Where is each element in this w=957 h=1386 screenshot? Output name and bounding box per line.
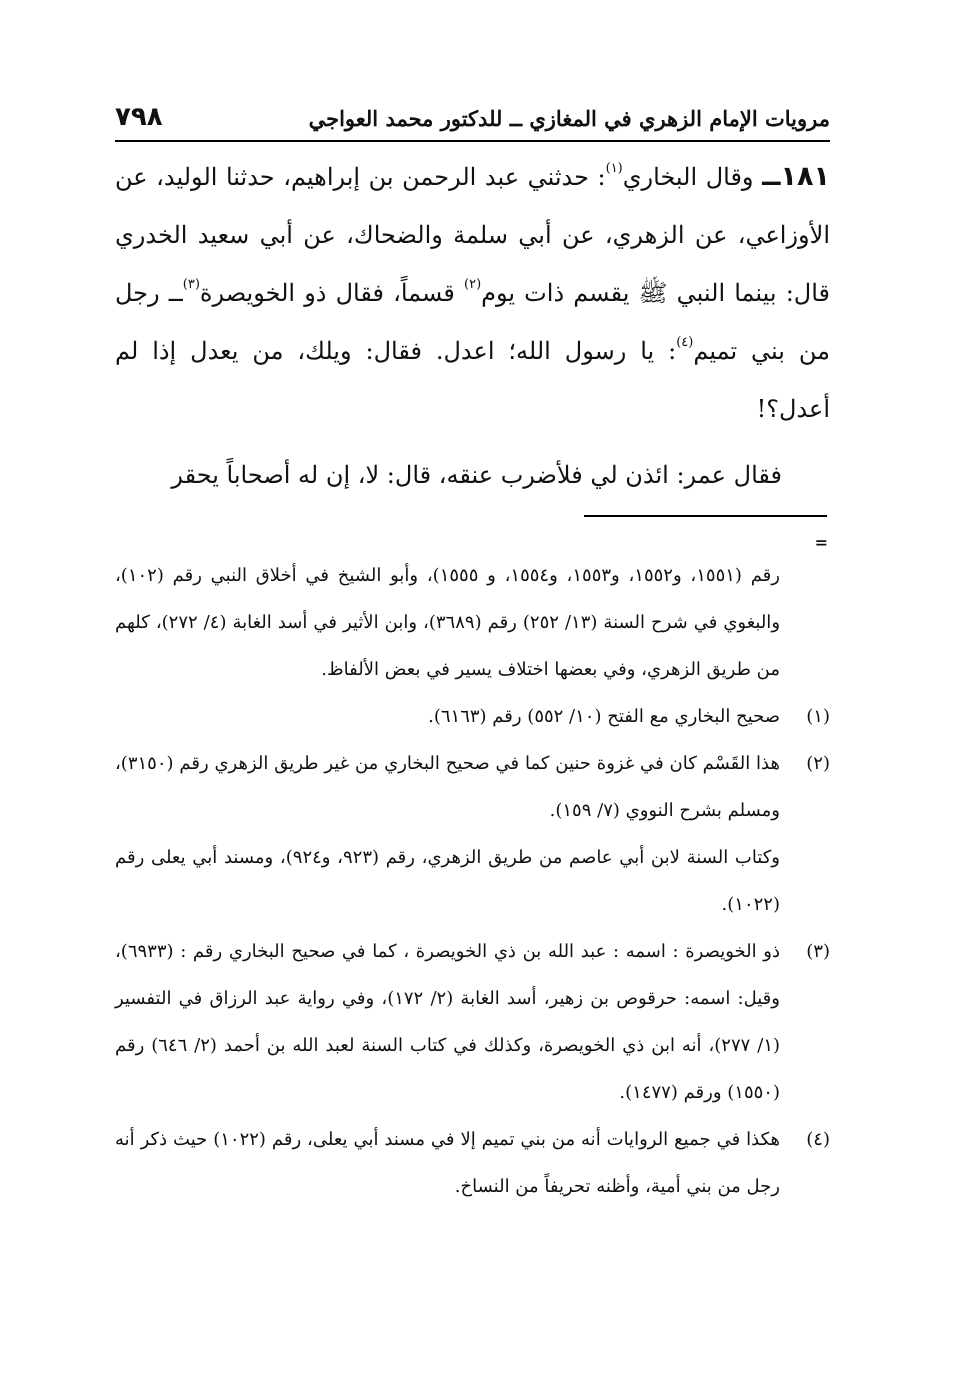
text-segment: قسماً، فقال ذو الخويصرة bbox=[199, 279, 464, 307]
hadith-number: ١٨١ــ bbox=[762, 161, 830, 192]
footnote-ref: (٢) bbox=[464, 277, 482, 292]
footnote-continuation: رقم (١٥٥١، و١٥٥٢، و١٥٥٣، و١٥٥٤، و ١٥٥٥)، وأبو الشيخ في أخلاق النبي رقم (١٠٢)، والبغوي في شرح السنة (١٣/ ٢٥٢) رقم (٣٦٨٩)، وابن الأثير في أسد الغابة (٤/ ٢٧٢)، كلهم من طريق الزهري، وفي بعضها اختلاف يسير في بعض الألفاظ. bbox=[115, 565, 781, 680]
main-text bbox=[115, 148, 830, 504]
footnote-number: (١) bbox=[806, 706, 830, 727]
text-segment: : حدثني عبد الرحمن بن إبراهيم، حدثنا الوليد، عن الأوزاعي، عن الزهري، عن أبي سلمة والضحاك، عن أبي سعيد الخدري قال: بينما النبي ﷺ يقسم ذات يوم bbox=[115, 163, 831, 307]
continuation-mark: = bbox=[814, 533, 828, 552]
footnote-ref: (٣) bbox=[182, 277, 200, 292]
footnote-3 bbox=[115, 928, 830, 1116]
running-header bbox=[115, 100, 830, 142]
footnote-2-extra: وكتاب السنة لابن أبي عاصم من طريق الزهري، رقم (٩٢٣، و٩٢٤)، ومسند أبي يعلى رقم (١٠٢٢). bbox=[115, 847, 781, 915]
book-title: مرويات الإمام الزهري في المغازي ــ للدكتور محمد العواجي bbox=[308, 106, 830, 131]
footnote-4 bbox=[115, 1116, 830, 1210]
footnote-ref: (١) bbox=[605, 161, 623, 176]
footnote-number: (٣) bbox=[806, 941, 830, 962]
footnote-ref: (٤) bbox=[676, 335, 694, 350]
hadith-paragraph bbox=[115, 148, 830, 438]
text-segment: وقال البخاري bbox=[622, 163, 763, 191]
page-number: ٧٩٨ bbox=[115, 102, 163, 132]
footnote-number: (٤) bbox=[806, 1129, 830, 1150]
footnote-text: هذا القَسْم كان في غزوة حنين كما في صحيح البخاري من غير طريق الزهري رقم (٣١٥٠)، ومسلم بشرح النووي (٧/ ١٥٩). bbox=[115, 753, 780, 821]
footnote-text: ذو الخويصرة : اسمه : عبد الله بن ذي الخويصرة ، كما في صحيح البخاري رقم : (٦٩٣٣)، وقيل: اسمه: حرقوص بن زهير، أسد الغابة (٢/ ١٧٢)، وفي رواية عبد الرزاق في التفسير (١/ ٢٧٧)، أنه ابن ذي الخويصرة، وكذلك في كتاب السنة لعبد الله بن أحمد (٢/ ٦٤٦) رقم (١٥٥٠) ورقم (١٤٧٧). bbox=[115, 941, 781, 1103]
footnote-text: صحيح البخاري مع الفتح (١٠/ ٥٥٢) رقم (٦١٦٣). bbox=[428, 706, 780, 727]
footnote-number: (٢) bbox=[806, 753, 830, 774]
second-paragraph: فقال عمر: ائذن لي فلأضرب عنقه، قال: لا، إن له أصحاباً يحقر bbox=[171, 461, 782, 489]
footnote-separator bbox=[584, 515, 827, 517]
footnote-2 bbox=[115, 740, 830, 834]
footnote-text: هكذا في جميع الروايات أنه من بني تميم إلا في مسند أبي يعلى، رقم (١٠٢٢) حيث ذكر أنه رجل من بني أمية، وأظنه تحريفاً من النساخ. bbox=[115, 1129, 780, 1197]
footnotes-section bbox=[115, 552, 830, 1210]
footnote-1 bbox=[115, 693, 830, 740]
text-segment: : يا رسول الله؛ اعدل. فقال: ويلك، من يعدل إذا لم أعدل؟! bbox=[115, 337, 830, 423]
text-segment: ــ رجل من بني تميم bbox=[115, 279, 831, 365]
